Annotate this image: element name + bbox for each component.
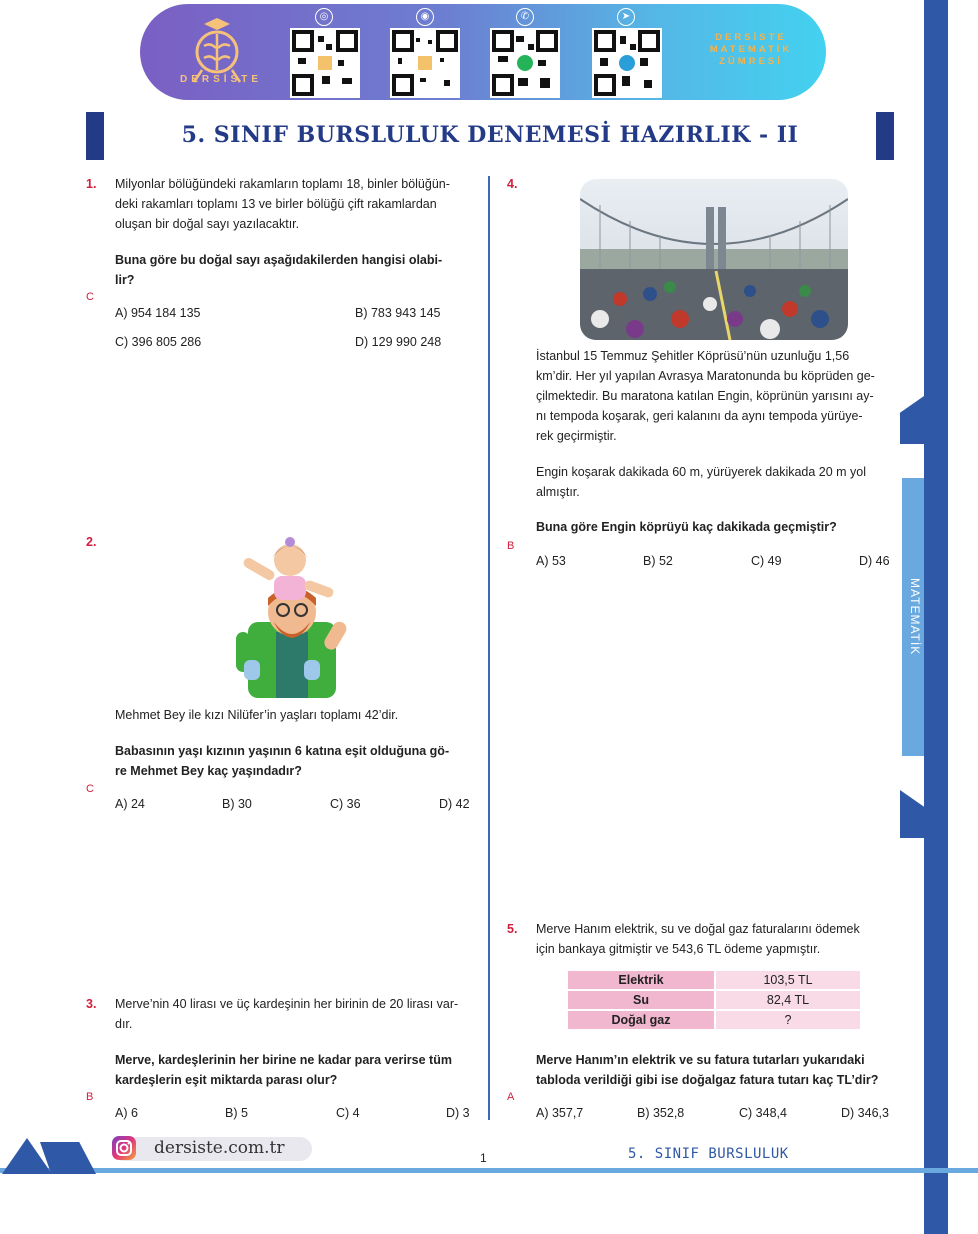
option-b[interactable]: B) 352,8 — [637, 1106, 685, 1120]
option-a[interactable]: A) 53 — [536, 554, 566, 568]
option-c[interactable]: C) 4 — [336, 1106, 360, 1120]
answer-key: B — [86, 1091, 94, 1103]
instagram-qr-code[interactable] — [390, 28, 460, 98]
table-cell-label: Su — [568, 991, 714, 1009]
option-d[interactable]: D) 42 — [439, 797, 470, 811]
question-text — [536, 919, 860, 959]
text-line: dır. — [115, 1017, 133, 1031]
table-row — [568, 1011, 860, 1029]
father-daughter-illustration — [234, 536, 354, 700]
option-b[interactable]: B) 30 — [222, 797, 252, 811]
table-row — [568, 971, 860, 989]
table-cell-label: Elektrik — [568, 971, 714, 989]
website-qr-code[interactable] — [290, 28, 360, 98]
question-number: 1. — [86, 177, 97, 191]
text-line: lir? — [115, 273, 135, 287]
text-line: İstanbul 15 Temmuz Şehitler Köprüsü’nün uzunluğu 1,56 — [536, 349, 850, 363]
table-cell-value: 82,4 TL — [716, 991, 860, 1009]
text-line: Merve Hanım elektrik, su ve doğal gaz faturalarını ödemek — [536, 922, 860, 936]
text-line: kardeşlerin eşit miktarda parası olur? — [115, 1073, 338, 1087]
subject-label: MATEMATİK — [908, 578, 922, 656]
table-cell-value: ? — [716, 1011, 860, 1029]
text-line: için bankaya gitmiştir ve 543,6 TL ödeme yapmıştır. — [536, 942, 821, 956]
text-line: deki rakamları toplamı 13 ve birler bölüğü çift rakamlardan — [115, 197, 437, 211]
option-d[interactable]: D) 346,3 — [841, 1106, 889, 1120]
text-line: almıştır. — [536, 485, 580, 499]
brand-text — [696, 32, 806, 68]
title-bar-right — [876, 112, 894, 160]
question-prompt: Buna göre Engin köprüyü kaç dakikada geçmiştir? — [536, 520, 837, 534]
option-c[interactable]: C) 49 — [751, 554, 782, 568]
answer-key: C — [86, 291, 94, 303]
text-line: tabloda verildiği gibi ise doğalgaz fatura tutarı kaç TL’dir? — [536, 1073, 879, 1087]
bridge-marathon-photo — [580, 179, 848, 340]
table-cell-value: 103,5 TL — [716, 971, 860, 989]
text-line: çilmektedir. Bu maratona katılan Engin, köprünün yarısını ay- — [536, 389, 874, 403]
text-line: re Mehmet Bey kaç yaşındadır? — [115, 764, 302, 778]
question-text: Mehmet Bey ile kızı Nilüfer’in yaşları toplamı 42’dir. — [115, 708, 399, 722]
logo-text: DERSİSTE — [179, 74, 262, 85]
question-prompt — [115, 1050, 452, 1090]
brand-line: MATEMATİK — [709, 44, 793, 55]
side-strip — [924, 0, 948, 1234]
whatsapp-qr-code[interactable] — [490, 28, 560, 98]
option-d[interactable]: D) 3 — [446, 1106, 470, 1120]
question-text — [115, 994, 458, 1034]
instagram-icon: ◉ — [416, 8, 434, 26]
instagram-icon — [112, 1136, 136, 1160]
text-line: oluşan bir doğal sayı yazılacaktır. — [115, 217, 300, 231]
text-line: nı tempoda koşarak, geri kalanını da aynı tempoda yürüye- — [536, 409, 863, 423]
text-line: km’dir. Her yıl yapılan Avrasya Maratonunda bu köprüden ge- — [536, 369, 875, 383]
brand-line: DERSİSTE — [715, 32, 787, 43]
question-text — [536, 346, 875, 446]
whatsapp-icon: ✆ — [516, 8, 534, 26]
telegram-icon: ➤ — [617, 8, 635, 26]
question-number: 3. — [86, 997, 97, 1011]
answer-key: A — [507, 1091, 515, 1103]
option-d[interactable]: D) 129 990 248 — [355, 335, 442, 349]
footer-line — [0, 1168, 978, 1173]
question-prompt — [115, 250, 442, 290]
column-divider — [488, 176, 490, 1120]
option-b[interactable]: B) 783 943 145 — [355, 306, 441, 320]
question-number: 2. — [86, 535, 97, 549]
option-a[interactable]: A) 357,7 — [536, 1106, 584, 1120]
answer-key: B — [507, 540, 515, 552]
text-line: Merve, kardeşlerinin her birine ne kadar para verirse tüm — [115, 1053, 452, 1067]
option-c[interactable]: C) 36 — [330, 797, 361, 811]
brand-line: ZÜMRESİ — [719, 56, 783, 67]
question-text — [115, 174, 450, 234]
question-prompt — [115, 741, 449, 781]
text-line: Milyonlar bölüğündeki rakamların toplamı 18, binler bölüğün- — [115, 177, 450, 191]
footer-label: 5. SINIF BURSLULUK — [628, 1146, 789, 1162]
site-url[interactable]: dersiste.com.tr — [154, 1138, 285, 1158]
option-a[interactable]: A) 954 184 135 — [115, 306, 201, 320]
text-line: rek geçirmiştir. — [536, 429, 617, 443]
title-bar-left — [86, 112, 104, 160]
question-prompt — [536, 1050, 878, 1090]
page-title: 5. SINIF BURSLULUK DENEMESİ HAZIRLIK - II — [181, 122, 799, 148]
text-line: Engin koşarak dakikada 60 m, yürüyerek dakikada 20 m yol — [536, 465, 867, 479]
question-text — [536, 462, 866, 502]
option-d[interactable]: D) 46 — [859, 554, 890, 568]
page-number: 1 — [480, 1151, 487, 1165]
telegram-qr-code[interactable] — [592, 28, 662, 98]
question-number: 5. — [507, 922, 518, 936]
table-row — [568, 991, 860, 1009]
option-b[interactable]: B) 52 — [643, 554, 673, 568]
option-a[interactable]: A) 24 — [115, 797, 145, 811]
table-cell-label: Doğal gaz — [568, 1011, 714, 1029]
option-b[interactable]: B) 5 — [225, 1106, 248, 1120]
text-line: Merve Hanım’ın elektrik ve su fatura tutarları yukarıdaki — [536, 1053, 865, 1067]
text-line: Babasının yaşı kızının yaşının 6 katına eşit olduğuna gö- — [115, 744, 450, 758]
option-c[interactable]: C) 348,4 — [739, 1106, 787, 1120]
text-line: Buna göre bu doğal sayı aşağıdakilerden hangisi olabi- — [115, 253, 443, 267]
side-decor — [900, 790, 924, 838]
side-decor — [900, 396, 924, 444]
text-line: Merve’nin 40 lirası ve üç kardeşinin her birinin de 20 lirası var- — [115, 997, 459, 1011]
option-c[interactable]: C) 396 805 286 — [115, 335, 202, 349]
answer-key: C — [86, 783, 94, 795]
bill-table — [566, 969, 862, 1031]
question-number: 4. — [507, 177, 518, 191]
option-a[interactable]: A) 6 — [115, 1106, 138, 1120]
globe-icon: ◎ — [315, 8, 333, 26]
